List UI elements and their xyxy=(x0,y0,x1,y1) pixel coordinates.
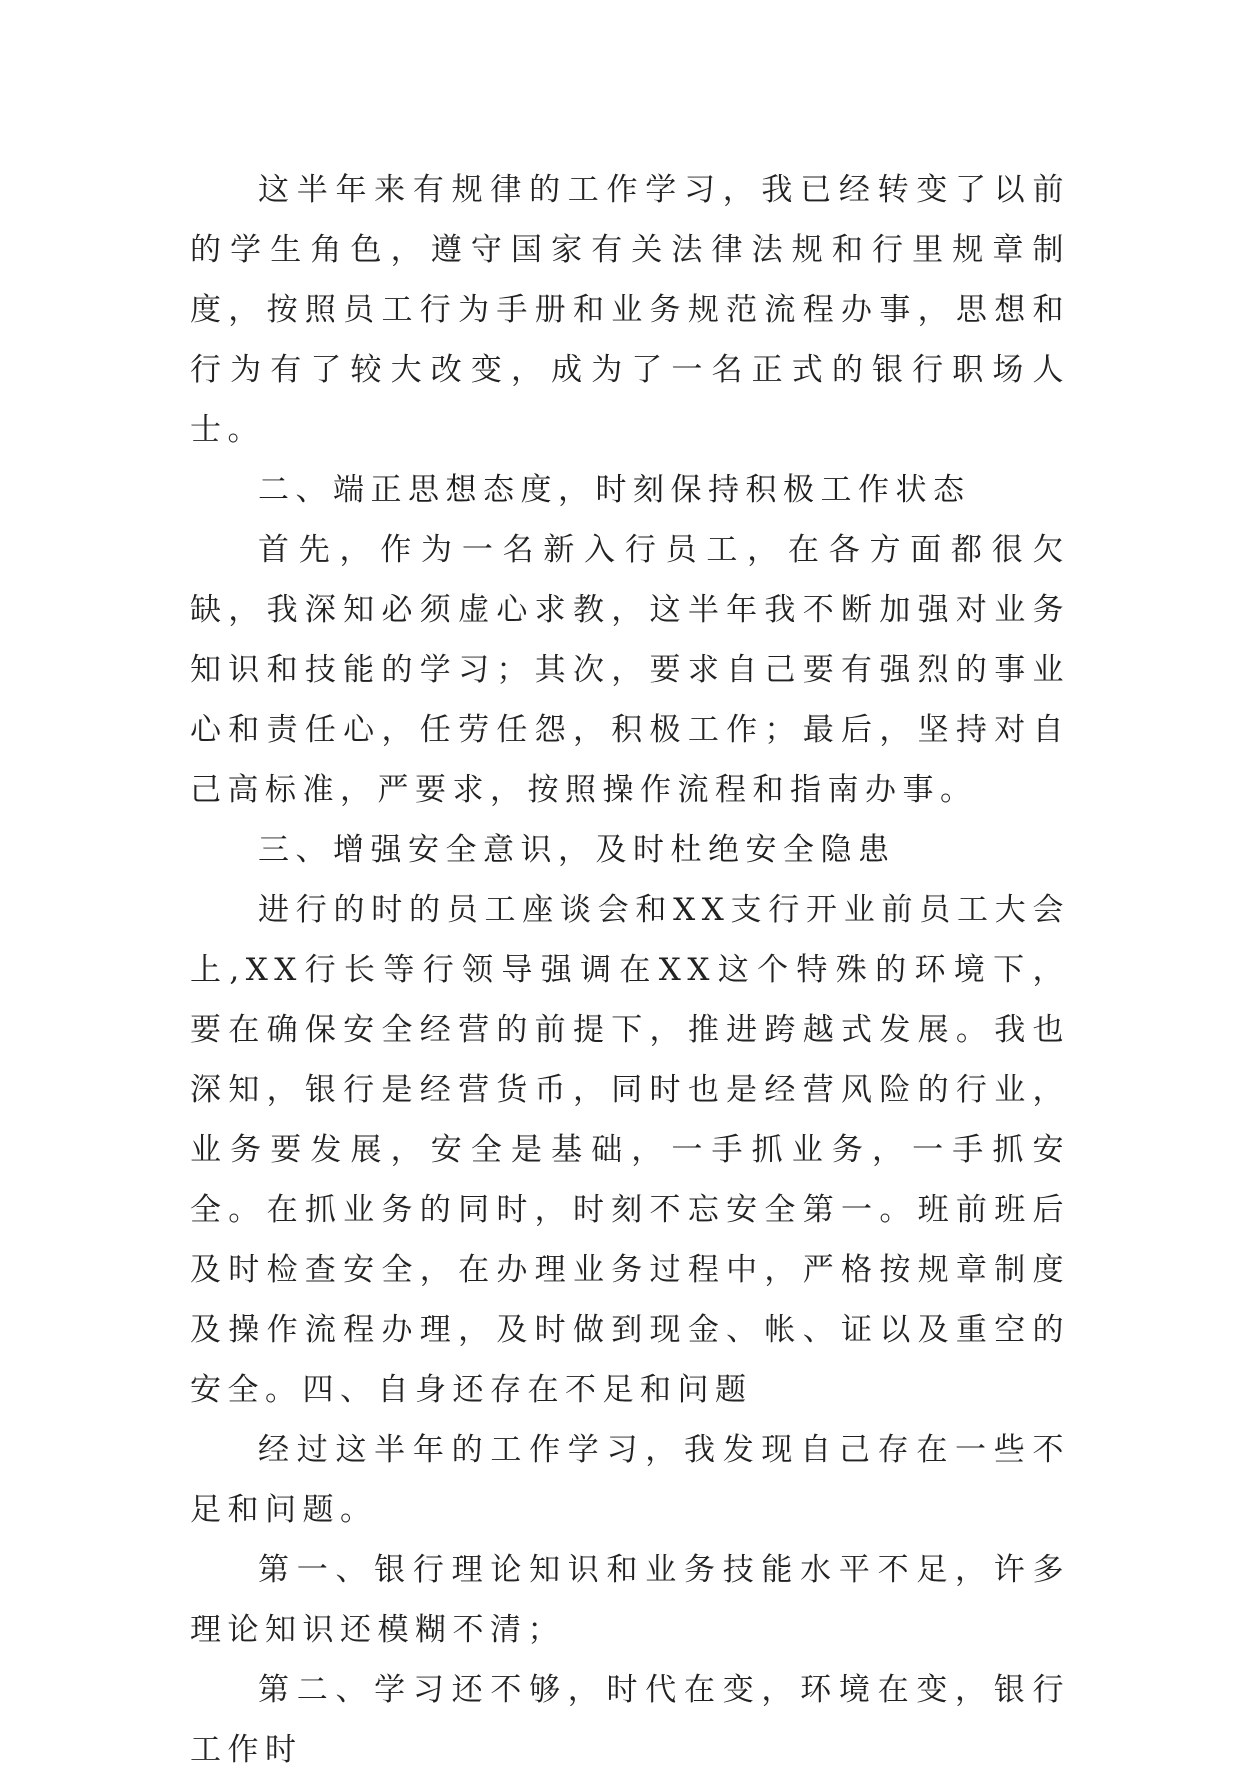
paragraph-attitude: 首先，作为一名新入行员工，在各方面都很欠缺，我深知必须虚心求教，这半年我不断加强对业务知识和技能的学习；其次，要求自己要有强烈的事业心和责任心，任劳任怨，积极工作；最后，坚持对自己高标准，严要求，按照操作流程和指南办事。 xyxy=(190,532,1070,808)
section-heading-safety: 三、增强安全意识，及时杜绝安全隐患 xyxy=(258,832,896,868)
paragraph-safety: 进行的时的员工座谈会和XX支行开业前员工大会上,XX行长等行领导强调在XX这个特殊的环境下，要在确保安全经营的前提下，推进跨越式发展。我也深知，银行是经营货币，同时也是经营风险的行业，业务要发展，安全是基础，一手抓业务，一手抓安全。在抓业务的同时，时刻不忘安全第一。班前班后及时检查安全，在办理业务过程中，严格按规章制度及操作流程办理，及时做到现金、帐、证以及重空的安全。四、自身还存在不足和问题 xyxy=(190,892,1070,1408)
document-body xyxy=(190,160,1070,1780)
paragraph-shortcoming-first: 第一、银行理论知识和业务技能水平不足，许多理论知识还模糊不清； xyxy=(190,1552,1070,1648)
section-heading-attitude: 二、端正思想态度，时刻保持积极工作状态 xyxy=(258,472,971,508)
paragraph-role-change: 这半年来有规律的工作学习，我已经转变了以前的学生角色，遵守国家有关法律法规和行里规章制度，按照员工行为手册和业务规范流程办事，思想和行为有了较大改变，成为了一名正式的银行职场人士。 xyxy=(190,172,1070,448)
paragraph-shortcomings-intro: 经过这半年的工作学习，我发现自己存在一些不足和问题。 xyxy=(190,1432,1070,1528)
paragraph-shortcoming-second: 第二、学习还不够，时代在变，环境在变，银行工作时 xyxy=(190,1672,1070,1768)
